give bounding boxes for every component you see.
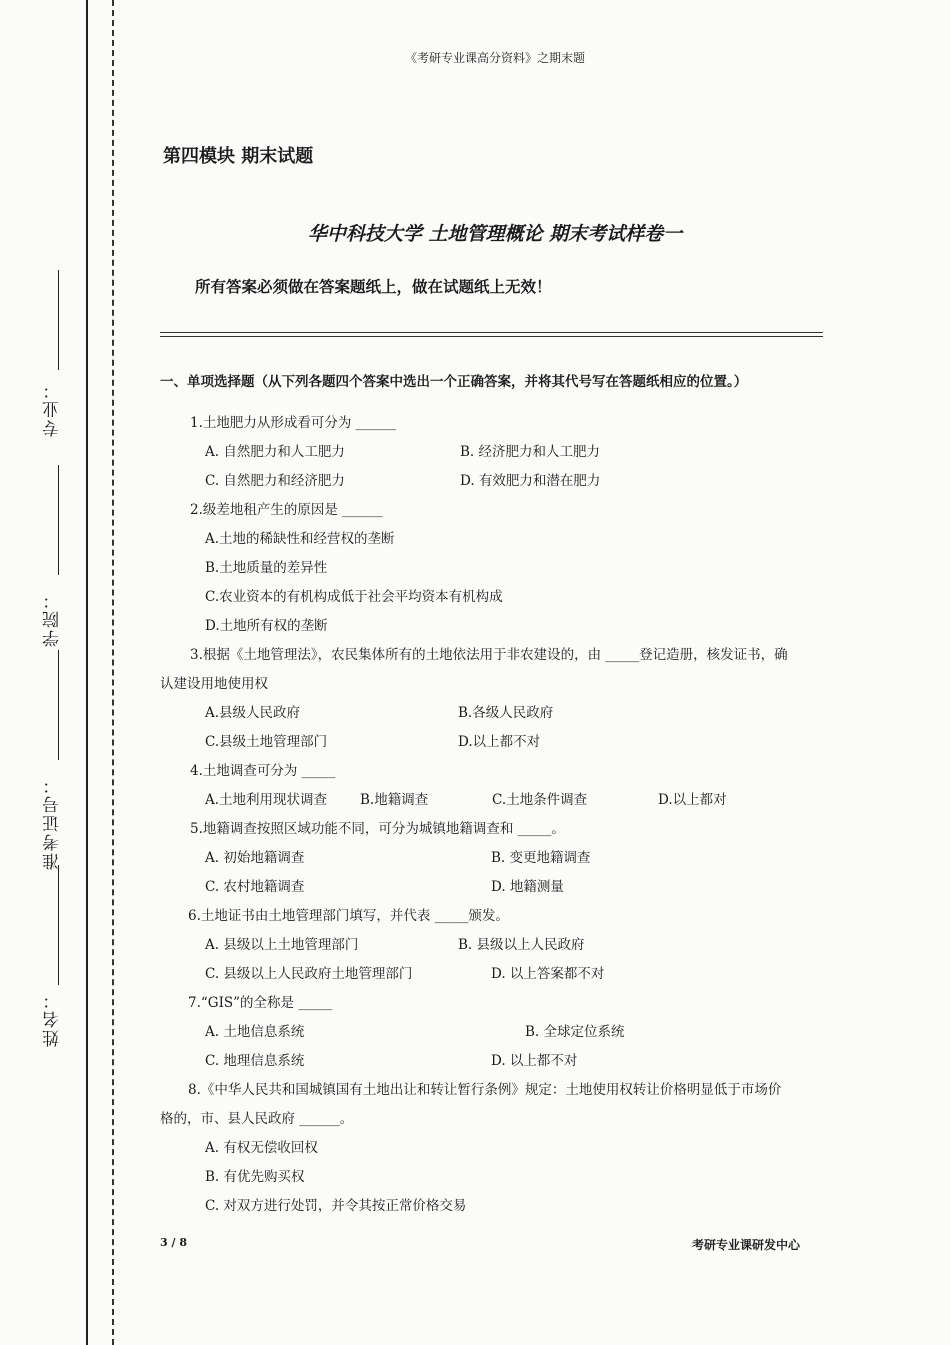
- question-8-option-c: C. 对双方进行处罚，并令其按正常价格交易: [205, 1198, 467, 1214]
- question-2-option-b: B.土地质量的差异性: [205, 560, 328, 576]
- footer-org: 考研专业课研发中心: [692, 1238, 801, 1252]
- question-8-stem: 8.《中华人民共和国城镇国有土地出让和转让暂行条例》规定：土地使用权转让价格明显低于市场价: [188, 1082, 782, 1098]
- major-blank-line: [58, 270, 59, 370]
- question-4-option-c: C.土地条件调查: [492, 792, 588, 808]
- question-7-option-c: C. 地理信息系统: [205, 1053, 305, 1069]
- name-field: [40, 990, 80, 1050]
- section-heading: 一、单项选择题（从下列各题四个答案中选出一个正确答案，并将其代号写在答题纸相应的位置。）: [160, 374, 748, 390]
- divider-rule-double: [160, 336, 823, 337]
- question-2-option-a: A.土地的稀缺性和经营权的垄断: [205, 531, 395, 547]
- question-6-stem: 6.土地证书由土地管理部门填写，并代表 _____颁发。: [188, 908, 509, 924]
- exam-title: 华中科技大学 土地管理概论 期末考试样卷一: [307, 223, 683, 245]
- question-3-stem-cont: 认建设用地使用权: [160, 676, 268, 692]
- question-7-option-b: B. 全球定位系统: [525, 1024, 625, 1040]
- exam-no-field: [40, 720, 80, 960]
- question-3-stem: 3.根据《土地管理法》，农民集体所有的土地依法用于非农建设的，由 _____登记造册，核发证书，确: [190, 647, 788, 663]
- question-5-option-c: C. 农村地籍调查: [205, 879, 305, 895]
- question-7-option-a: A. 土地信息系统: [205, 1024, 305, 1040]
- question-7-stem: 7.“GIS”的全称是 _____: [188, 995, 333, 1011]
- name-label: 姓名：: [43, 990, 63, 1047]
- question-3-option-b: B.各级人民政府: [458, 705, 554, 721]
- question-4-option-d: D.以上都对: [658, 792, 727, 808]
- question-4-stem: 4.土地调查可分为 _____: [190, 763, 336, 779]
- question-6-option-d: D. 以上答案都不对: [491, 966, 605, 982]
- question-5-option-b: B. 变更地籍调查: [491, 850, 591, 866]
- question-3-option-d: D.以上都不对: [458, 734, 541, 750]
- question-4-option-b: B.地籍调查: [360, 792, 429, 808]
- question-1-option-c: C. 自然肥力和经济肥力: [205, 473, 345, 489]
- question-5-stem: 5.地籍调查按照区域功能不同，可分为城镇地籍调查和 _____。: [190, 821, 565, 837]
- question-8-option-b: B. 有优先购买权: [205, 1169, 305, 1185]
- question-1-option-a: A. 自然肥力和人工肥力: [205, 444, 345, 460]
- exam-no-label: 准考证号：: [43, 775, 63, 870]
- binding-line-solid: [86, 0, 88, 1345]
- question-6-option-a: A. 县级以上土地管理部门: [205, 937, 359, 953]
- question-1-option-d: D. 有效肥力和潜在肥力: [460, 473, 601, 489]
- divider-rule: [160, 332, 823, 333]
- page-number: 3 / 8: [160, 1236, 187, 1249]
- question-1-option-b: B. 经济肥力和人工肥力: [460, 444, 601, 460]
- question-7-option-d: D. 以上都不对: [491, 1053, 578, 1069]
- page-header: 《考研专业课高分资料》之期末题: [404, 51, 585, 65]
- question-3-option-c: C.县级土地管理部门: [205, 734, 328, 750]
- binding-line-dashed: [112, 0, 114, 1345]
- exam-no-blank-line: [58, 865, 59, 985]
- exam-no-blank-upper: [58, 720, 59, 760]
- question-2-option-c: C.农业资本的有机构成低于社会平均资本有机构成: [205, 589, 503, 605]
- notice: 所有答案必须做在答案题纸上，做在试题纸上无效！: [195, 278, 552, 296]
- question-5-option-d: D. 地籍测量: [491, 879, 564, 895]
- major-blank-line-lower: [58, 465, 59, 575]
- major-label: 专业：: [43, 380, 63, 437]
- college-label: 学院：: [43, 590, 63, 647]
- question-6-option-b: B. 县级以上人民政府: [458, 937, 585, 953]
- question-8-option-a: A. 有权无偿收回权: [205, 1140, 318, 1156]
- question-2-option-d: D.土地所有权的垄断: [205, 618, 328, 634]
- question-5-option-a: A. 初始地籍调查: [205, 850, 305, 866]
- question-8-stem-cont: 格的，市、县人民政府 ______。: [160, 1111, 354, 1127]
- module-title: 第四模块 期末试题: [163, 146, 314, 167]
- question-2-stem: 2.级差地租产生的原因是 ______: [190, 502, 383, 518]
- question-3-option-a: A.县级人民政府: [205, 705, 301, 721]
- college-field: [40, 590, 80, 690]
- question-4-option-a: A.土地利用现状调查: [205, 792, 328, 808]
- question-1-stem: 1.土地肥力从形成看可分为 ______: [190, 415, 397, 431]
- question-6-option-c: C. 县级以上人民政府土地管理部门: [205, 966, 413, 982]
